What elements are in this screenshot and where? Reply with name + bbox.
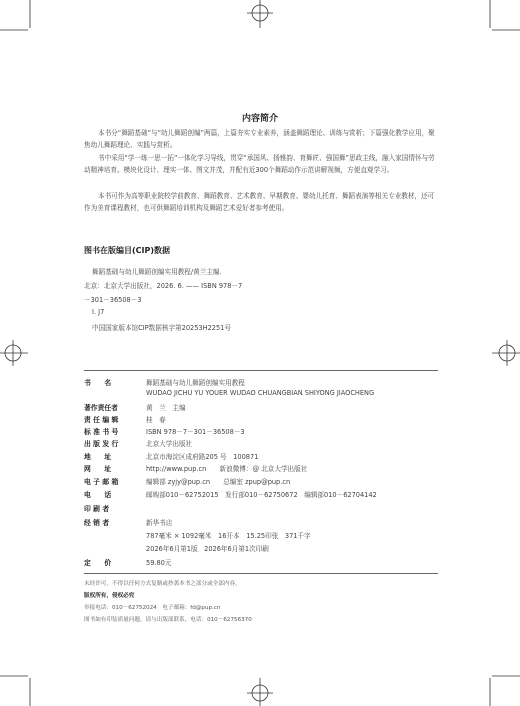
isbn-label: 标 准 书 号 xyxy=(84,428,119,436)
cip-line-5: 中国国家版本馆CIP数据核字第20253H2251号 xyxy=(92,324,231,332)
author-label: 著作责任者 xyxy=(84,404,118,412)
registration-mark-left xyxy=(0,338,28,368)
summary-paragraph-1: 本书分“舞蹈基础”与“幼儿舞蹈创编”两篇，上篇夯实专业素养，涵盖舞蹈理论、训练与赏析；下篇强化教学应用，聚焦幼儿舞蹈理论、实践与赏析。 xyxy=(84,129,435,149)
distributor-value: 新华书店 xyxy=(146,519,173,527)
crop-mark-top-left xyxy=(0,0,40,40)
price-label: 定 价 xyxy=(84,559,112,567)
edition-info: 2026年6月第1版 2026年6月第1次印刷 xyxy=(146,545,269,553)
registration-mark-top xyxy=(245,0,275,28)
divider-top xyxy=(84,370,438,371)
crop-mark-top-right xyxy=(480,0,520,40)
address-label: 地 址 xyxy=(84,453,112,461)
report-contact: 举报电话：010－62752024 电子邮箱：fd@pup.cn xyxy=(84,605,221,611)
cip-heading: 图书在版编目(CIP)数据 xyxy=(84,246,171,255)
email-value: 编辑部 zyjy@pup.cn 总编室 zpup@pup.cn xyxy=(146,478,291,486)
isbn-value: ISBN 978－7－301－36508－3 xyxy=(146,428,245,436)
email-label: 电 子 邮 箱 xyxy=(84,478,119,486)
website-value: http://www.pup.cn 新浪微博：@ 北京大学出版社 xyxy=(146,465,308,473)
website-label: 网 址 xyxy=(84,465,112,473)
author-value: 黄 兰 主编 xyxy=(146,404,186,412)
address-value: 北京市海淀区成府路205 号 100871 xyxy=(146,453,259,461)
phone-value: 邮购部010－62752015 发行部010－62750672 编辑部010－62704142 xyxy=(146,491,377,499)
book-title-label: 书 名 xyxy=(84,379,112,387)
book-title-value: 舞蹈基础与幼儿舞蹈创编实用教程 xyxy=(146,379,245,387)
registration-mark-right xyxy=(492,338,520,368)
printer-label: 印 刷 者 xyxy=(84,505,110,513)
cip-line-4: Ⅰ. J7 xyxy=(92,308,105,316)
publisher-label: 出 版 发 行 xyxy=(84,440,119,448)
book-specification: 787毫米 × 1092毫米 16开本 15.25印张 371千字 xyxy=(146,532,311,540)
quality-contact: 图书如有印装质量问题，请与出版部联系，电话：010－62756370 xyxy=(84,617,252,623)
editor-label: 责 任 编 辑 xyxy=(84,416,119,424)
crop-mark-bottom-left xyxy=(0,666,40,706)
cip-line-2: 北京：北京大学出版社，2026. 6. —— ISBN 978－7 xyxy=(84,282,243,290)
copyright-notice: 未经许可，不得以任何方式复制或抄袭本书之部分或全部内容。 xyxy=(84,581,241,587)
registration-mark-bottom xyxy=(245,678,275,706)
crop-mark-bottom-right xyxy=(480,666,520,706)
phone-label: 电 话 xyxy=(84,491,112,499)
cip-line-1: 舞蹈基础与幼儿舞蹈创编实用教程/黄兰主编. xyxy=(92,268,222,276)
book-title-pinyin: WUDAO JICHU YU YOUER WUDAO CHUANGBIAN SHIYONG JIAOCHENG xyxy=(146,389,375,397)
cip-line-3: －301－36508－3 xyxy=(84,296,142,304)
distributor-label: 经 销 者 xyxy=(84,519,110,527)
publisher-value: 北京大学出版社 xyxy=(146,440,193,448)
summary-paragraph-2: 书中采用“学一练一思一拓”一体化学习导线，贯穿“承国风、扬雅韵、育舞匠、强国舞”思政主线，融入家国情怀与劳动精神培育。模块化设计、理实一体、图文并茂，并配有近300个舞蹈动作示范讲解视频，方便直观学习。 xyxy=(84,154,435,174)
price-value: 59.80元 xyxy=(146,559,172,567)
editor-value: 桂 春 xyxy=(146,416,166,424)
rights-reserved: 版权所有，侵权必究 xyxy=(84,593,135,599)
summary-paragraph-3: 本书可作为高等职业院校学前教育、舞蹈教育、艺术教育、早期教育、婴幼儿托育、舞蹈表演等相关专业教材，还可作为美育课程教材，也可供舞蹈培训机构及舞蹈艺术爱好者参考使用。 xyxy=(84,192,435,212)
summary-title: 内容简介 xyxy=(241,114,278,124)
divider-bottom xyxy=(84,573,438,574)
